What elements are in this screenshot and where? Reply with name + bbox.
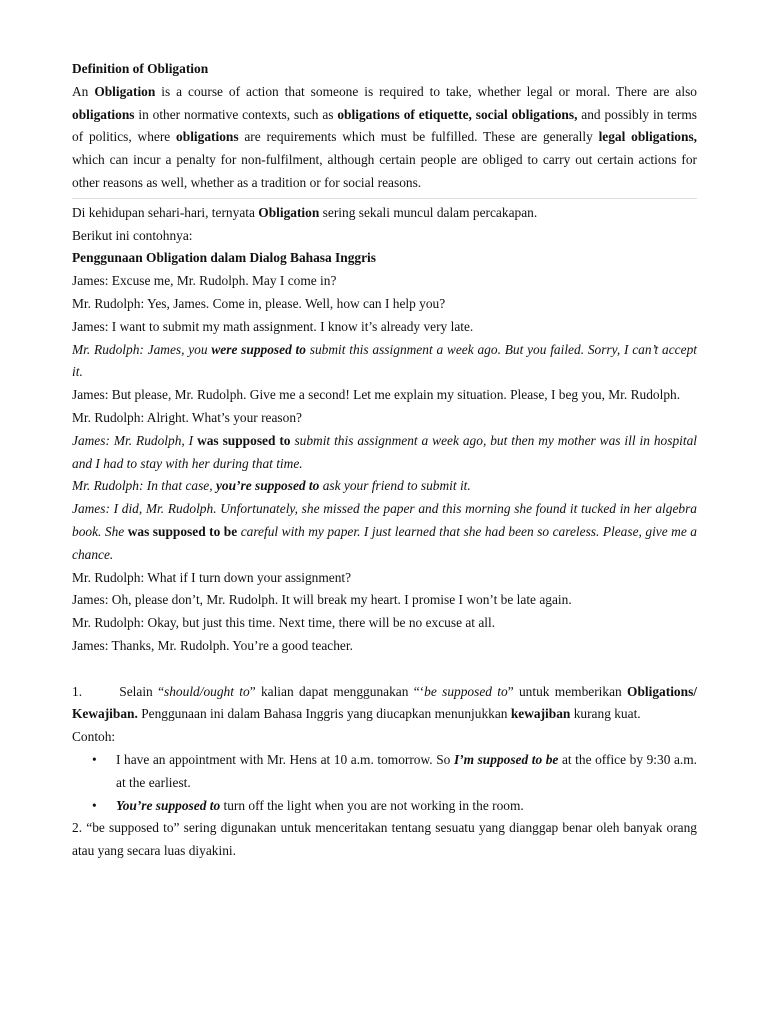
list-item: • I have an appointment with Mr. Hens at 10 a.m. tomorrow. So I’m supposed to be at the office by 9:30 a.m. at the earliest. — [116, 749, 697, 795]
dialog-line: James: But please, Mr. Rudolph. Give me a second! Let me explain my situation. Please, I beg you, Mr. Rudolph. — [72, 387, 681, 403]
dialog-line: Mr. Rudolph: What if I turn down your assignment? — [72, 569, 352, 585]
dialog-line: James: Mr. Rudolph, I was supposed to submit this assignment a week ago, but then my mother was ill in hospital and I had to stay with her during that time. — [72, 432, 698, 471]
dialog-line: Mr. Rudolph: Okay, but just this time. Next time, there will be no excuse at all. — [72, 615, 496, 631]
example-list — [72, 749, 697, 817]
definition-paragraph: An Obligation is a course of action that someone is required to take, whether legal or moral. There are also obligations in other normative contexts, such as obligations of etiquette, social obligations, and possibly in terms of politics, where obligations are requirements which must be fulfilled. These are generally legal obligations, which can incur a penalty for non-fulfilment, although certain people are obliged to carry out certain actions for other reasons as well, whether as a tradition or for social reasons. — [72, 83, 698, 190]
point-2: 2. “be supposed to” sering digunakan untuk menceritakan tentang sesuatu yang dianggap benar oleh banyak orang atau yang secara luas diyakini. — [72, 820, 697, 859]
intro-examples-label: Berikut ini contohnya: — [72, 227, 193, 243]
point-1: 1. Selain “should/ought to” kalian dapat menggunakan “‘be supposed to” untuk memberikan Obligations/ Kewajiban. Penggunaan ini dalam Bahasa Inggris yang diucapkan menunjukkan kewajiban kurang kuat. — [72, 683, 697, 722]
dialog-line: James: Excuse me, Mr. Rudolph. May I come in? — [72, 273, 337, 289]
intro-line: Di kehidupan sehari-hari, ternyata Obligation sering sekali muncul dalam percakapan. — [72, 204, 538, 220]
dialog-line: James: Oh, please don’t, Mr. Rudolph. It will break my heart. I promise I won’t be late again. — [72, 592, 572, 608]
dialog-line: Mr. Rudolph: Alright. What’s your reason? — [72, 409, 302, 425]
blank-line — [72, 658, 697, 681]
list-item: • You’re supposed to turn off the light when you are not working in the room. — [116, 795, 697, 818]
dialog-line: Mr. Rudolph: In that case, you’re supposed to ask your friend to submit it. — [72, 478, 471, 494]
section-divider — [72, 198, 697, 199]
contoh-label: Contoh: — [72, 729, 116, 745]
dialog-line: James: I did, Mr. Rudolph. Unfortunately, she missed the paper and this morning she found it tucked in her algebra book. She was supposed to be careful with my paper. I just learned that she had been so careless. Please, give me a chance. — [72, 501, 697, 562]
dialog-heading: Penggunaan Obligation dalam Dialog Bahasa Inggris — [72, 250, 376, 266]
dialog-line: James: Thanks, Mr. Rudolph. You’re a good teacher. — [72, 637, 353, 653]
dialog-line: James: I want to submit my math assignment. I know it’s already very late. — [72, 318, 474, 334]
definition-heading: Definition of Obligation — [72, 61, 209, 76]
dialog-line: Mr. Rudolph: Yes, James. Come in, please. Well, how can I help you? — [72, 295, 446, 311]
dialog — [72, 270, 697, 658]
dialog-line: Mr. Rudolph: James, you were supposed to submit this assignment a week ago. But you failed. Sorry, I can’t accept it. — [72, 341, 697, 380]
